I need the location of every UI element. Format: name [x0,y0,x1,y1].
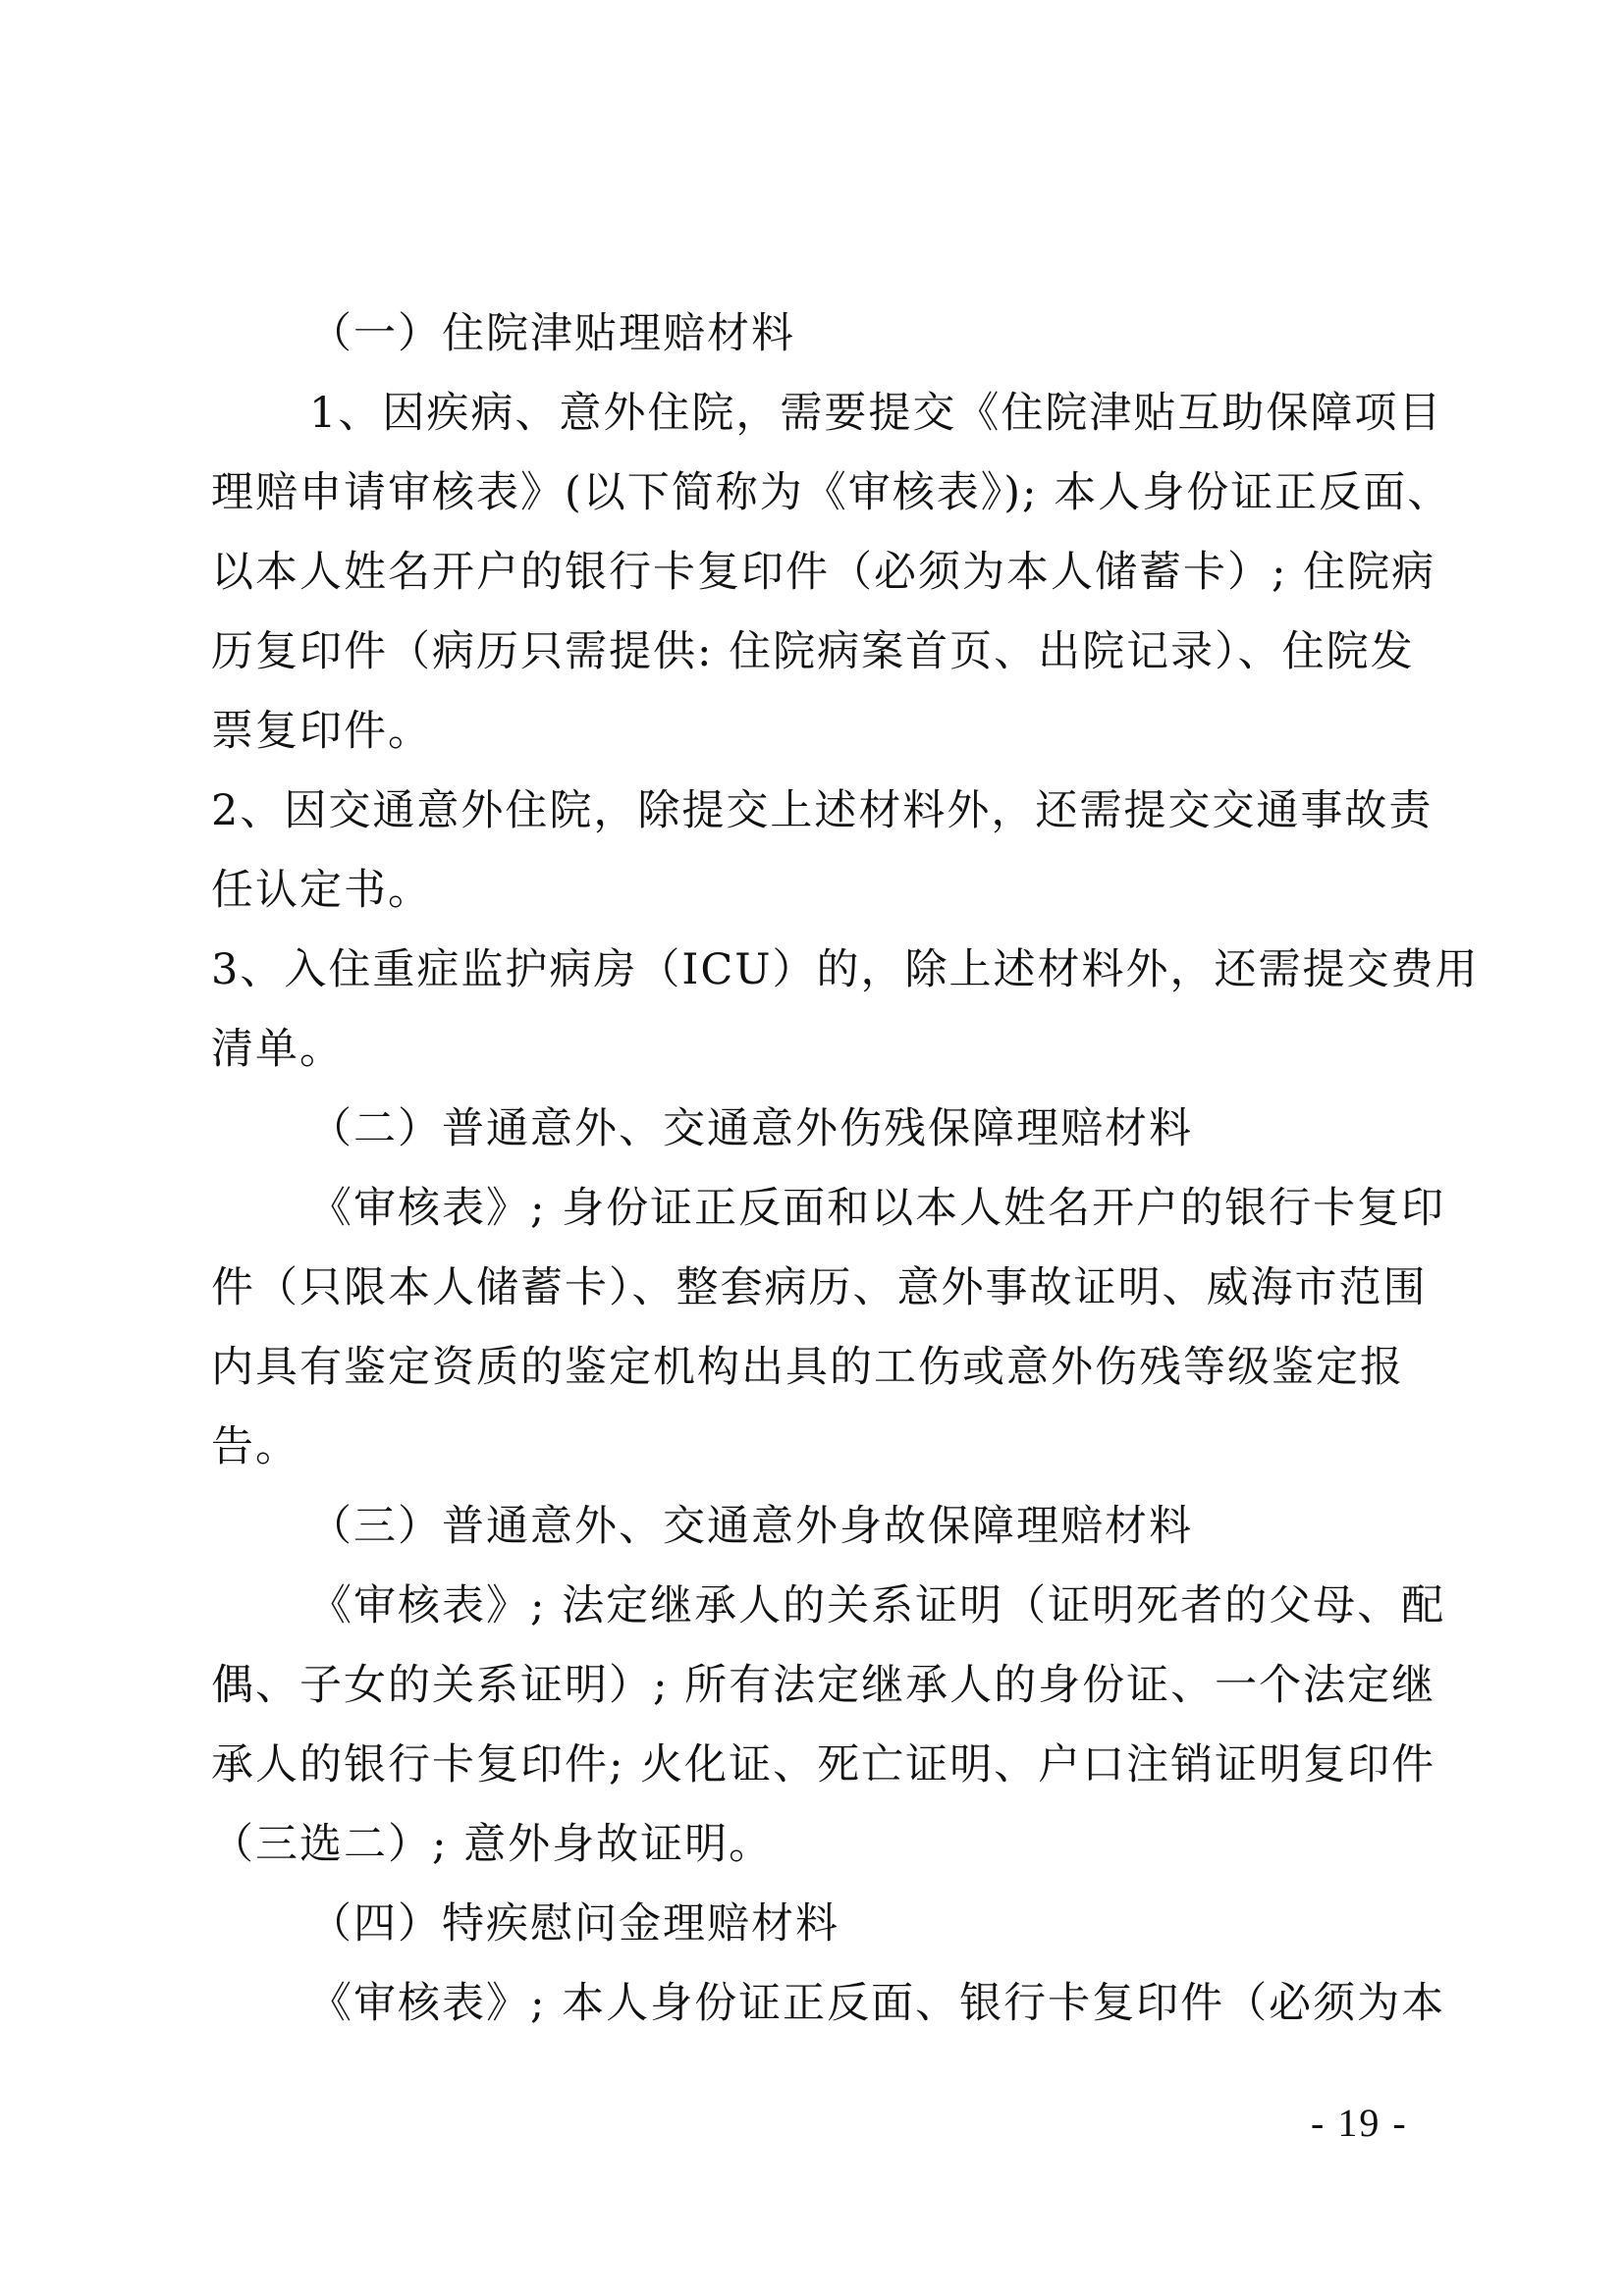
paragraph-line: 承人的银行卡复印件; 火化证、死亡证明、户口注销证明复印件 [211,1740,1436,1789]
page-number: - 19 - [1311,2101,1408,2145]
paragraph-line: 票复印件。 [211,707,432,756]
paragraph-line: 告。 [211,1422,299,1471]
paragraph-line: （三选二）; 意外身故证明。 [211,1820,774,1869]
section-heading-hospital-allowance: （一）住院津贴理赔材料 [309,309,795,358]
section-heading-disability: （二）普通意外、交通意外伤残保障理赔材料 [309,1104,1193,1153]
paragraph-line: 清单。 [211,1025,344,1074]
paragraph-line: 2、因交通意外住院，除提交上述材料外，还需提交交通事故责 [211,786,1434,835]
paragraph-line: 《审核表》; 法定继承人的关系证明（证明死者的父母、配 [309,1581,1446,1630]
paragraph-line: 《审核表》; 身份证正反面和以本人姓名开户的银行卡复印 [309,1184,1446,1233]
paragraph-line: 3、入住重症监护病房（ICU）的，除上述材料外，还需提交费用 [211,945,1480,994]
section-heading-death: （三）普通意外、交通意外身故保障理赔材料 [309,1502,1193,1551]
paragraph-line: 偶、子女的关系证明）; 所有法定继承人的身份证、一个法定继 [211,1661,1436,1710]
paragraph-line: 理赔申请审核表》(以下简称为《审核表》); 本人身份证正反面、 [211,468,1452,517]
paragraph-line: 任认定书。 [211,866,432,915]
section-heading-special-disease: （四）特疾慰问金理赔材料 [309,1899,839,1949]
paragraph-line: 内具有鉴定资质的鉴定机构出具的工伤或意外伤残等级鉴定报 [211,1343,1404,1392]
paragraph-line: 《审核表》; 本人身份证正反面、银行卡复印件（必须为本 [309,1979,1446,2028]
document-body [211,294,1480,2044]
paragraph-line: 1、因疾病、意外住院，需要提交《住院津贴互助保障项目 [309,389,1443,438]
paragraph-line: 历复印件（病历只需提供: 住院病案首页、出院记录）、住院发 [211,627,1415,676]
paragraph-line: 件（只限本人储蓄卡）、整套病历、意外事故证明、威海市范围 [211,1263,1428,1312]
paragraph-line: 以本人姓名开户的银行卡复印件（必须为本人储蓄卡）; 住院病 [211,548,1436,597]
